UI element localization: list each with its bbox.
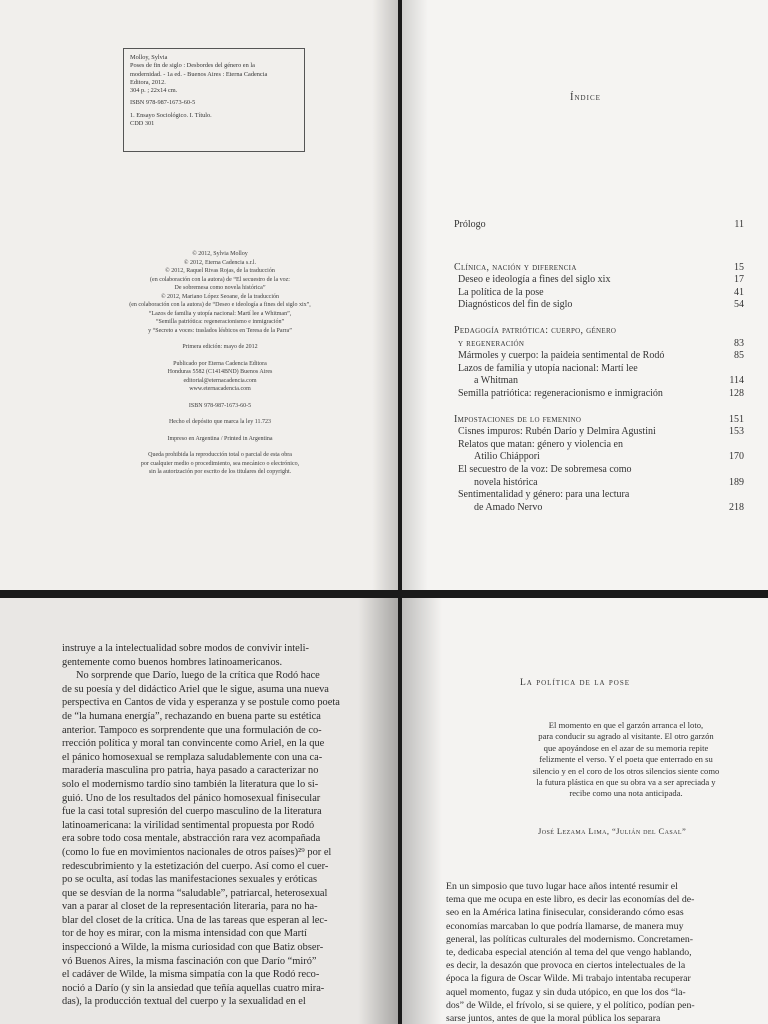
credit-line: © 2012, Sylvia Molloy (192, 251, 248, 257)
text-line: solo el modernismo tardío sino también la literatura que lo si- (62, 778, 319, 790)
text-line: época la figura de Oscar Wilde. Mi trabajo intentaba recuperar (446, 973, 691, 985)
catalog-line: modernidad. - 1a ed. - Buenos Aires : Eterna Cadencia (130, 70, 268, 78)
toc-entry-title: La política de la pose (458, 286, 544, 298)
credit-line: Primera edición: mayo de 2012 (182, 344, 258, 350)
toc-entry-title: Pedagogía patriótica: cuerpo, género (454, 324, 617, 336)
page-gutter-shadow (358, 598, 398, 1024)
text-line: rrección política y moral tan convincente como Ariel, en la que (62, 738, 325, 750)
text-line: redescubrimiento y la estetización del cuerpo. Así como el cuer- (62, 860, 329, 872)
index-heading: Índice (570, 92, 601, 103)
text-line: seo en la América latina finisecular, considerando cómo esas (446, 907, 684, 919)
toc-entry-title: Clínica, nación y diferencia (454, 261, 577, 273)
epigraph (516, 720, 736, 800)
credit-line: (en colaboración con la autora) de “Deseo e ideología a fines del siglo xix”, (129, 302, 311, 308)
toc-entry-page: 218 (729, 501, 744, 513)
toc-entry-title: Sentimentalidad y género: para una lectura (458, 489, 630, 501)
toc-entry-page: 170 (729, 451, 744, 463)
toc-entry-title: El secuestro de la voz: De sobremesa como (458, 463, 632, 475)
text-line: aquel momento, fugaz y sin duda utópico, en que los dos “la- (446, 986, 686, 998)
epigraph-line: El momento en que el garzón arranca el loto, (548, 720, 704, 730)
text-line: perspectiva en Cantos de vida y esperanza y se postule como poeta (62, 697, 340, 709)
text-line: de “la humana energía”, rechazando en buena parte su estética (62, 710, 321, 722)
text-line: gentemente como buenos hombres latinoamericanos. (62, 656, 283, 668)
credit-line: (en colaboración con la autora) de “El secuestro de la voz: (150, 276, 290, 283)
epigraph-author: José Lezama Lima, “Julián del Casal” (538, 826, 687, 836)
credit-line (90, 427, 350, 435)
credit-line: Honduras 5582 (C1414BND) Buenos Aires (167, 369, 273, 375)
toc-entry-page: 85 (734, 350, 744, 362)
toc-entry-page: 114 (729, 375, 744, 387)
toc-entry (454, 338, 744, 351)
text-line: era sobre todo cosa mentale, abstracción rara vez acompañada (62, 833, 321, 845)
page-gutter-shadow (402, 598, 442, 1024)
catalog-line: 1. Ensayo Sociológico. I. Título. (130, 111, 212, 119)
toc-entry-title: novela histórica (474, 476, 538, 488)
catalog-card (123, 48, 305, 152)
text-line: noció a Darío (y sin la ansiedad que teñía aquellas cuatro mira- (62, 982, 325, 994)
credit-line: “Semilla patriótica: regeneracionismo e inmigración” (155, 319, 285, 325)
toc-entry (454, 464, 744, 477)
page-gutter-shadow (402, 0, 428, 590)
credit-line: Impreso en Argentina / Printed in Argentina (167, 435, 273, 442)
text-line: guió. Uno de los resultados del pánico homosexual finisecular (62, 792, 321, 804)
text-line: (como lo fue en movimientos nacionales de otros países)²⁹ por el (62, 846, 332, 858)
credit-line: editorial@eternacadencia.com (183, 377, 257, 384)
catalog-line: 304 p. ; 22x14 cm. (130, 87, 178, 95)
toc-entry-title: Impostaciones de lo femenino (454, 413, 582, 425)
credit-line: De sobremesa como novela histórica” (174, 285, 266, 291)
toc-entry (454, 439, 744, 452)
toc-entry-title: Prólogo (454, 219, 486, 230)
text-line: En un simposio que tuvo lugar hace años intenté resumir el (446, 881, 678, 892)
toc-entry-page: 15 (734, 261, 744, 273)
epigraph-line: la futura plástica en que su obra va a ser apreciada y (536, 777, 716, 788)
toc-entry (454, 502, 744, 515)
text-line: dos” de Wilde, el frívolo, si se quiere, y el político, podían pen- (446, 999, 695, 1011)
catalog-line: Editora, 2012. (130, 78, 166, 86)
catalog-line: CDD 301 (130, 120, 155, 128)
toc-entry (454, 262, 744, 275)
epigraph-line: recibe como una nota anticipada. (569, 788, 683, 799)
text-line: tor de hoy es mirar, con la misma intensidad con que Martí (62, 928, 307, 940)
text-line: vó Buenos Aires, la misma fascinación con que Darío “miró” (62, 955, 317, 967)
toc-entry-title: Cisnes impuros: Rubén Darío y Delmira Agustini (458, 426, 656, 438)
credit-line: por cualquier medio o procedimiento, sea mecánico o electrónico, (140, 460, 300, 467)
text-line: latinoamericana: la virilidad sentimental propuesta por Rodó (62, 819, 315, 831)
credit-line: © 2012, Eterna Cadencia s.r.l. (183, 259, 257, 266)
text-line: el pánico homosexual se remplaza saludablemente con una ca- (62, 751, 323, 763)
credit-line: www.eternacadencia.com (189, 386, 251, 392)
credit-line: Queda prohibida la reproducción total o parcial de esta obra (148, 452, 292, 458)
toc-entry (454, 375, 744, 388)
toc-entry (454, 299, 744, 312)
toc-entry (454, 325, 744, 338)
toc-entry (454, 274, 744, 287)
epigraph-line: silencio y en el coro de los otros silencios siente como (532, 765, 720, 776)
credit-line: y “Secreto a voces: traslados lésbicos en Teresa de la Parra” (148, 327, 292, 334)
toc-entry-title: Diagnósticos del fin de siglo (458, 299, 573, 311)
toc-entry (454, 363, 744, 376)
chapter-title: La política de la pose (520, 678, 631, 688)
text-line: general, las políticas culturales del modernismo. Concretamen- (446, 933, 694, 945)
toc-entry-page: 41 (734, 286, 744, 298)
toc-entry-page: 151 (729, 413, 744, 425)
credit-line: “Lazos de familia y utopía nacional: Martí lee a Whitman”, (148, 310, 292, 317)
toc-entry (454, 219, 744, 232)
credit-line (90, 394, 350, 402)
text-line: de su poesía y del didáctico Ariel que le sigue, asuma una nueva (62, 683, 329, 695)
credit-line (90, 443, 350, 451)
toc-entry-page: 83 (734, 337, 744, 349)
text-line: das), la producción textual del cuerpo y la sexualidad en el (62, 996, 306, 1008)
catalog-line: Poses de fin de siglo : Desbordes del género en la (130, 62, 255, 70)
text-line: que se desvían de la norma “saludable”, patriarcal, heterosexual (62, 887, 328, 899)
table-of-contents (454, 219, 744, 514)
catalog-line: Molloy, Sylvia (130, 54, 168, 61)
credit-line: ISBN 978-987-1673-60-5 (188, 402, 252, 409)
text-line: blar del closet de la crítica. Una de las tareas que esperan al lec- (62, 914, 328, 926)
credit-line (90, 410, 350, 418)
text-line: inspeccionó a Wilde, la misma curiosidad con que Batiz obser- (62, 942, 324, 954)
toc-entry-title: Mármoles y cuerpo: la paideia sentimental de Rodó (458, 350, 665, 362)
toc-entry (454, 451, 744, 464)
text-line: po se oculta, así todas las manifestaciones sexuales y eróticas (62, 874, 318, 886)
toc-entry-title: Semilla patriótica: regeneracionismo e inmigración (458, 387, 663, 399)
toc-entry-title: Atilio Chiáppori (474, 451, 540, 463)
text-line: instruye a la intelectualidad sobre modos de convivir inteli- (62, 643, 309, 654)
toc-entry-page: 11 (734, 219, 744, 230)
text-line: No sorprende que Darío, luego de la crítica que Rodó hace (76, 670, 320, 682)
body-text (62, 642, 358, 1009)
toc-entry-page: 189 (729, 476, 744, 488)
toc-entry-title: Relatos que matan: género y violencia en (458, 438, 623, 450)
credit-line (90, 335, 350, 343)
page-gutter-shadow (372, 0, 398, 590)
text-line: el cadáver de Wilde, la misma simpatía con la que Rodó reco- (62, 969, 320, 981)
credit-line: Publicado por Eterna Cadencia Editora (173, 360, 267, 367)
catalog-line: ISBN 978-987-1673-60-5 (130, 99, 196, 107)
toc-entry-title: Deseo e ideología a fines del siglo xix (458, 274, 611, 286)
credit-line: sin la autorización por escrito de los titulares del copyright. (148, 469, 292, 475)
copyright-page (0, 0, 398, 590)
credit-line: © 2012, Mariano López Seoane, de la traducción (160, 293, 280, 300)
toc-entry-title: Lazos de familia y utopía nacional: Martí lee (458, 362, 638, 374)
epigraph-line: felizmente el verso. Y el poeta que enterrado en su (539, 754, 713, 765)
toc-entry (454, 477, 744, 490)
toc-entry (454, 388, 744, 401)
text-line: maradería masculina pro patria, haya pasado a caracterizar no (62, 765, 319, 777)
text-line: economías marcaban lo que podría llamarse, de manera muy (446, 920, 684, 932)
epigraph-line: que apoyándose en el azar de su memoria repite (543, 742, 709, 753)
text-line: sarse juntos, antes de que la moral pública los separara (446, 1013, 661, 1024)
index-page (402, 0, 768, 590)
toc-entry (454, 414, 744, 427)
toc-entry-page: 128 (729, 387, 744, 399)
text-line: te, dedicaba especial atención al tema del que vengo hablando, (446, 947, 692, 959)
text-line: es decir, la desazón que provoca en ciertos intelectuales de la (446, 960, 686, 972)
credits-block (90, 250, 350, 477)
text-page-left (0, 598, 398, 1024)
body-text (446, 880, 718, 1024)
chapter-opening-page (402, 598, 768, 1024)
credit-line (90, 352, 350, 360)
toc-entry (454, 489, 744, 502)
toc-entry-title: de Amado Nervo (474, 501, 543, 513)
text-line: tema que me ocupa en este libro, es decir las economías del de- (446, 894, 695, 906)
toc-entry (454, 350, 744, 363)
text-line: fue la casi total supresión del cuerpo masculino de la literatura (62, 806, 322, 818)
toc-entry-page: 153 (729, 426, 744, 438)
toc-entry (454, 426, 744, 439)
toc-entry-page: 17 (734, 274, 744, 286)
toc-entry-page: 54 (734, 299, 744, 311)
epigraph-line: para conducir su agrado al visitante. El otro garzón (538, 731, 714, 742)
credit-line: Hecho el depósito que marca la ley 11.723 (168, 419, 272, 425)
toc-entry-title: a Whitman (474, 375, 518, 387)
credit-line: © 2012, Raquel Rivas Rojas, de la traducción (165, 268, 275, 274)
toc-entry (454, 287, 744, 300)
text-line: van a parar al closet de la representación literaria, para no ha- (62, 901, 318, 913)
text-line: anterior. Tampoco es sorprendente que una formulación de co- (62, 724, 322, 736)
toc-entry-title: y regeneración (458, 337, 525, 349)
